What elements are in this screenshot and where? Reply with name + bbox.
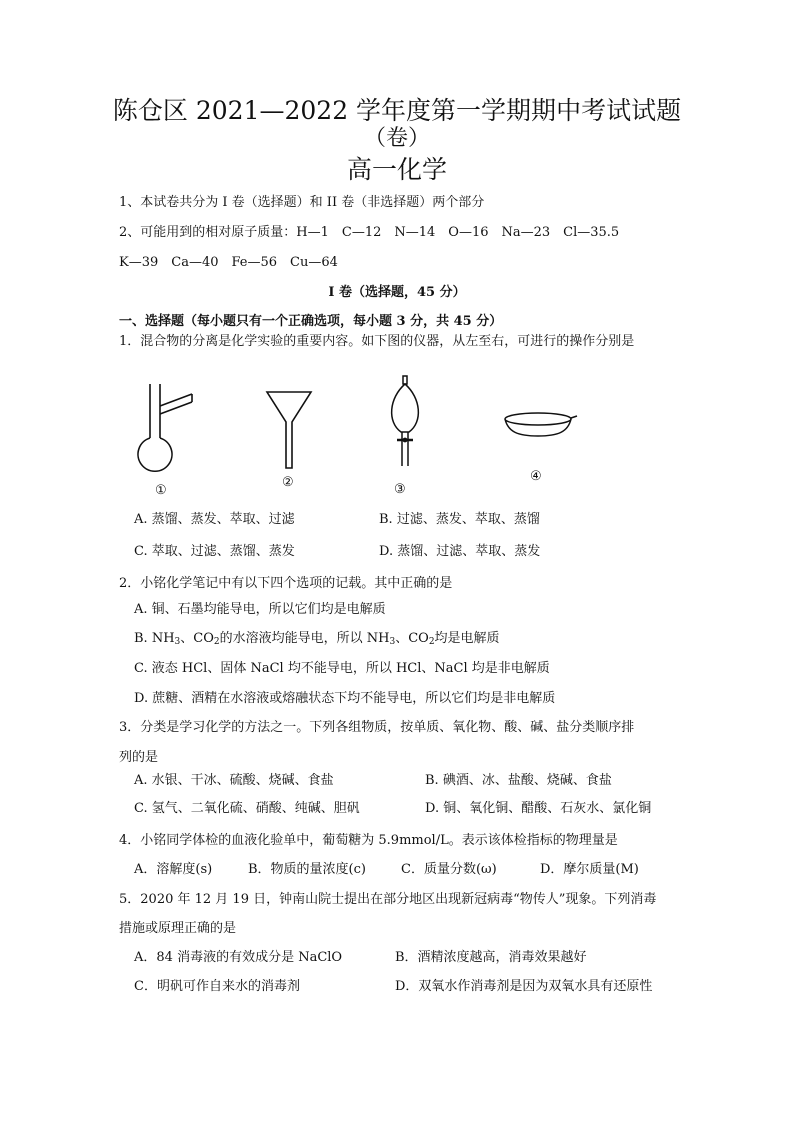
q1-option-a[interactable]: A. 蒸馏、蒸发、萃取、过滤	[134, 512, 295, 527]
q5-option-d[interactable]: D．双氧水作消毒剂是因为双氧水具有还原性	[395, 979, 653, 994]
q5-option-b[interactable]: B．酒精浓度越高，消毒效果越好	[395, 950, 587, 965]
q1-option-d[interactable]: D. 蒸馏、过滤、萃取、蒸发	[379, 544, 541, 559]
q3-stem-line1: 3．分类是学习化学的方法之一。下列各组物质，按单质、氧化物、酸、碱、盐分类顺序排	[119, 720, 635, 735]
q2-stem: 2．小铭化学笔记中有以下四个选项的记载。其中正确的是	[119, 576, 453, 591]
note-1: 1、本试卷共分为 I 卷（选择题）和 II 卷（非选择题）两个部分	[119, 195, 485, 210]
q2-option-b[interactable]: B. $NH_3$、$CO_2$的水溶液均能导电，所以 $NH_3$、$CO_2$均是电解质	[134, 631, 500, 647]
separatory-funnel-icon	[385, 374, 425, 482]
q4-stem: 4．小铭同学体检的血液化验单中，葡萄糖为 5.9mmol/L。表示该体检指标的物理量是	[119, 833, 618, 848]
apparatus-label-2: ②	[282, 475, 294, 490]
q3-stem-line2: 列的是	[119, 750, 159, 765]
apparatus-label-4: ④	[530, 469, 542, 484]
q3-option-d[interactable]: D. 铜、氧化铜、醋酸、石灰水、氯化铜	[425, 801, 652, 816]
apparatus-label-1: ①	[155, 483, 167, 498]
distillation-flask-icon	[130, 380, 200, 480]
note-3: K—39 Ca—40 Fe—56 Cu—64	[119, 255, 338, 270]
exam-subject: 高一化学	[346, 155, 447, 184]
evaporating-dish-icon	[500, 410, 580, 444]
q5-stem-line2: 措施或原理正确的是	[119, 921, 237, 936]
q5-option-a[interactable]: A．84 消毒液的有效成分是 NaClO	[134, 950, 343, 965]
q1-option-c[interactable]: C. 萃取、过滤、蒸馏、蒸发	[134, 544, 295, 559]
q2-option-d[interactable]: D. 蔗糖、酒精在水溶液或熔融状态下均不能导电，所以它们均是非电解质	[134, 691, 556, 706]
q3-option-b[interactable]: B. 碘酒、冰、盐酸、烧碱、食盐	[425, 773, 612, 788]
q3-option-a[interactable]: A. 水银、干冰、硫酸、烧碱、食盐	[134, 773, 334, 788]
exam-title: 陈仓区 2021—2022 学年度第一学期期中考试试题	[112, 96, 682, 125]
q1-stem: 1．混合物的分离是化学实验的重要内容。如下图的仪器，从左至右，可进行的操作分别是	[119, 334, 635, 349]
section-heading: I 卷（选择题，45 分）	[328, 285, 466, 300]
q3-option-c[interactable]: C. 氢气、二氧化硫、硝酸、纯碱、胆矾	[134, 801, 360, 816]
exam-title-volume: （卷）	[363, 126, 430, 151]
q5-option-c[interactable]: C．明矾可作自来水的消毒剂	[134, 979, 300, 994]
q4-option-d[interactable]: D．摩尔质量(M)	[540, 862, 639, 877]
apparatus-label-3: ③	[394, 482, 406, 497]
q1-option-b[interactable]: B. 过滤、蒸发、萃取、蒸馏	[379, 512, 540, 527]
q4-option-c[interactable]: C．质量分数(ω)	[401, 862, 497, 877]
note-2: 2、可能用到的相对原子质量：H—1 C—12 N—14 O—16 Na—23 Cl—35.5	[119, 225, 620, 240]
part-heading: 一、选择题（每小题只有一个正确选项，每小题 3 分，共 45 分）	[119, 314, 503, 329]
q5-stem-line1: 5．2020 年 12 月 19 日，钟南山院士提出在部分地区出现新冠病毒“物传人”现象。下列消毒	[119, 892, 657, 907]
q2-option-c[interactable]: C. 液态 HCl、固体 NaCl 均不能导电，所以 HCl、NaCl 均是非电解质	[134, 661, 550, 676]
q4-option-b[interactable]: B．物质的量浓度(c)	[248, 862, 366, 877]
q4-option-a[interactable]: A．溶解度(s)	[134, 862, 213, 877]
funnel-icon	[264, 388, 314, 478]
q2-option-a[interactable]: A. 铜、石墨均能导电，所以它们均是电解质	[134, 602, 386, 617]
